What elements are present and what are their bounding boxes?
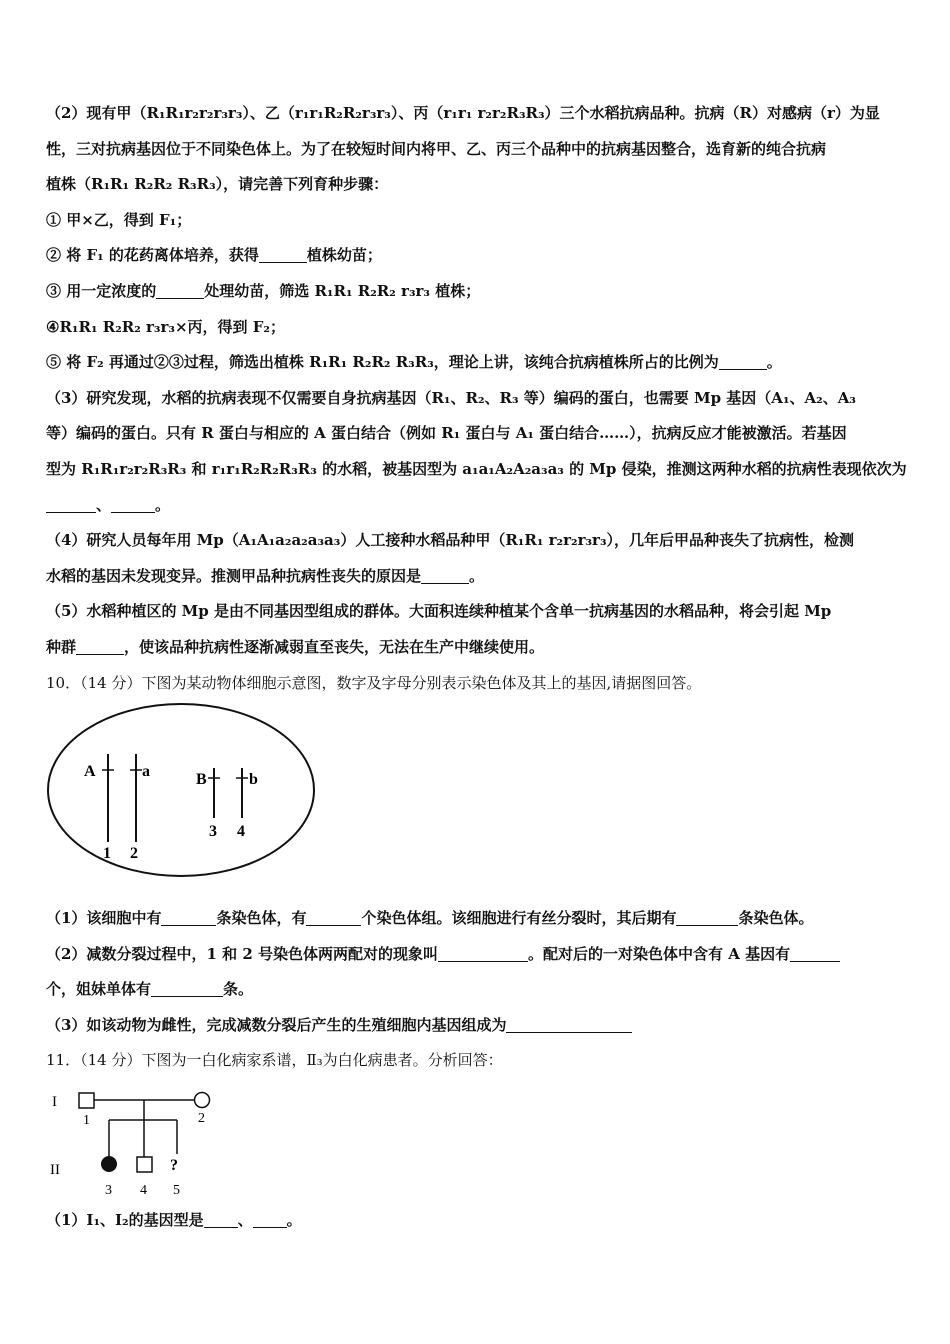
generation-I-label: I: [52, 1094, 57, 1110]
answer-blank[interactable]: [306, 909, 361, 926]
q9-part2-line2: 性，三对抗病基因位于不同染色体上。为了在较短时间内将甲、乙、丙三个品种中的抗病基因整合，选育新的纯合抗病: [46, 139, 827, 158]
label-1: 1: [83, 1113, 90, 1128]
chromosome-label-4: 4: [237, 823, 245, 840]
answer-blank[interactable]: [438, 945, 528, 962]
individual-I1-male: [79, 1093, 94, 1108]
q10-part1: （1）该细胞中有 条染色体，有 个染色体组。该细胞进行有丝分裂时，其后期有 条染色体。: [46, 909, 814, 928]
answer-blank[interactable]: [506, 1016, 632, 1033]
label-3: 3: [105, 1183, 112, 1198]
answer-blank[interactable]: [111, 496, 155, 513]
step-2: ② 将 F₁ 的花药离体培养，获得 植株幼苗；: [46, 246, 382, 265]
step-3: ③ 用一定浓度的 处理幼苗，筛选 R₁R₁ R₂R₂ r₃r₃ 植株；: [46, 281, 481, 300]
gene-a-label: a: [142, 763, 150, 780]
q9-part3-line2: 等）编码的蛋白。只有 R 蛋白与相应的 A 蛋白结合（例如 R₁ 蛋白与 A₁ 蛋白结合……），抗病反应才能被激活。若基因: [46, 424, 847, 443]
q10-part3: （3）如该动物为雌性，完成减数分裂后产生的生殖细胞内基因组成为: [46, 1008, 908, 1044]
q9-part4-line1: （4）研究人员每年用 Mp（A₁A₁a₂a₂a₃a₃）人工接种水稻品种甲（R₁R₁ r₂r₂r₃r₃），几年后甲品种丧失了抗病性，检测: [46, 531, 855, 550]
label-2: 2: [198, 1111, 205, 1126]
answer-blank[interactable]: [151, 980, 223, 997]
chromosome-label-3: 3: [209, 823, 217, 840]
answer-blank[interactable]: [204, 1211, 238, 1228]
q10-part2-cont: 个，姐妹单体有 条。: [46, 980, 254, 999]
individual-II4-male: [137, 1157, 152, 1172]
answer-blank[interactable]: [161, 909, 216, 926]
individual-I2-female: [195, 1093, 210, 1108]
q9-part3-line4: 、 。: [46, 488, 908, 524]
gene-A-label: A: [84, 763, 96, 780]
label-5: 5: [173, 1183, 180, 1198]
label-4: 4: [140, 1183, 147, 1198]
chromosome-label-2: 2: [130, 845, 138, 862]
cell-diagram: [46, 700, 316, 880]
step-1: ① 甲×乙，得到 F₁；: [46, 210, 192, 229]
q10-part2: （2）减数分裂过程中，1 和 2 号染色体两两配对的现象叫 。配对后的一对染色体中含有 A 基因有: [46, 937, 908, 973]
answer-blank[interactable]: [676, 909, 738, 926]
answer-blank[interactable]: [259, 246, 307, 263]
q11-stem: 11．（14 分）下图为一白化病家系谱，Ⅱ₃为白化病患者。分析回答：: [46, 1051, 503, 1070]
individual-II5-unknown: ?: [170, 1157, 178, 1174]
gene-B-label: B: [196, 771, 207, 788]
gene-b-label: b: [249, 771, 258, 788]
q9-part3-line3: 型为 R₁R₁r₂r₂R₃R₃ 和 r₁r₁R₂R₂R₃R₃ 的水稻，被基因型为 a₁a₁A₂A₂a₃a₃ 的 Mp 侵染，推测这两种水稻的抗病性表现依次为: [46, 459, 907, 478]
pedigree-chart: [46, 1084, 226, 1204]
chromosome-label-1: 1: [103, 845, 111, 862]
answer-blank[interactable]: [253, 1211, 287, 1228]
answer-blank[interactable]: [76, 638, 124, 655]
q9-part3-line1: （3）研究发现，水稻的抗病表现不仅需要自身抗病基因（R₁、R₂、R₃ 等）编码的蛋白，也需要 Mp 基因（A₁、A₂、A₃: [46, 388, 856, 407]
q10-stem: 10．（14 分）下图为某动物体细胞示意图，数字及字母分别表示染色体及其上的基因,请据图回答。: [46, 673, 702, 692]
generation-II-label: II: [50, 1162, 60, 1178]
answer-blank[interactable]: [421, 567, 469, 584]
q11-part1: （1）Ⅰ₁、Ⅰ₂的基因型是 、 。: [46, 1211, 302, 1230]
individual-II3-affected-female: [101, 1156, 117, 1172]
answer-blank[interactable]: [156, 282, 204, 299]
answer-blank[interactable]: [46, 496, 96, 513]
answer-blank[interactable]: [719, 353, 767, 370]
answer-blank[interactable]: [790, 945, 840, 962]
q9-part5-line2: 种群 ，使该品种抗病性逐渐减弱直至丧失，无法在生产中继续使用。: [46, 637, 545, 656]
q9-part2-line1: （2）现有甲（R₁R₁r₂r₂r₃r₃）、乙（r₁r₁R₂R₂r₃r₃）、丙（r₁r₁ r₂r₂R₃R₃）三个水稻抗病品种。抗病（R）对感病（r）为显: [46, 104, 880, 122]
step-5: ⑤ 将 F₂ 再通过②③过程，筛选出植株 R₁R₁ R₂R₂ R₃R₃，理论上讲，该纯合抗病植株所占的比例为 。: [46, 353, 782, 372]
q9-part4-line2: 水稻的基因未发现变异。推测甲品种抗病性丧失的原因是 。: [46, 566, 485, 585]
document-page: [46, 96, 908, 1239]
q9-part5-line1: （5）水稻种植区的 Mp 是由不同基因型组成的群体。大面积连续种植某个含单一抗病基因的水稻品种，将会引起 Mp: [46, 602, 832, 621]
q9-part2-line3: 植株（R₁R₁ R₂R₂ R₃R₃），请完善下列育种步骤：: [46, 175, 389, 194]
step-4: ④R₁R₁ R₂R₂ r₃r₃×丙，得到 F₂；: [46, 317, 285, 336]
cell-membrane: [48, 704, 314, 876]
